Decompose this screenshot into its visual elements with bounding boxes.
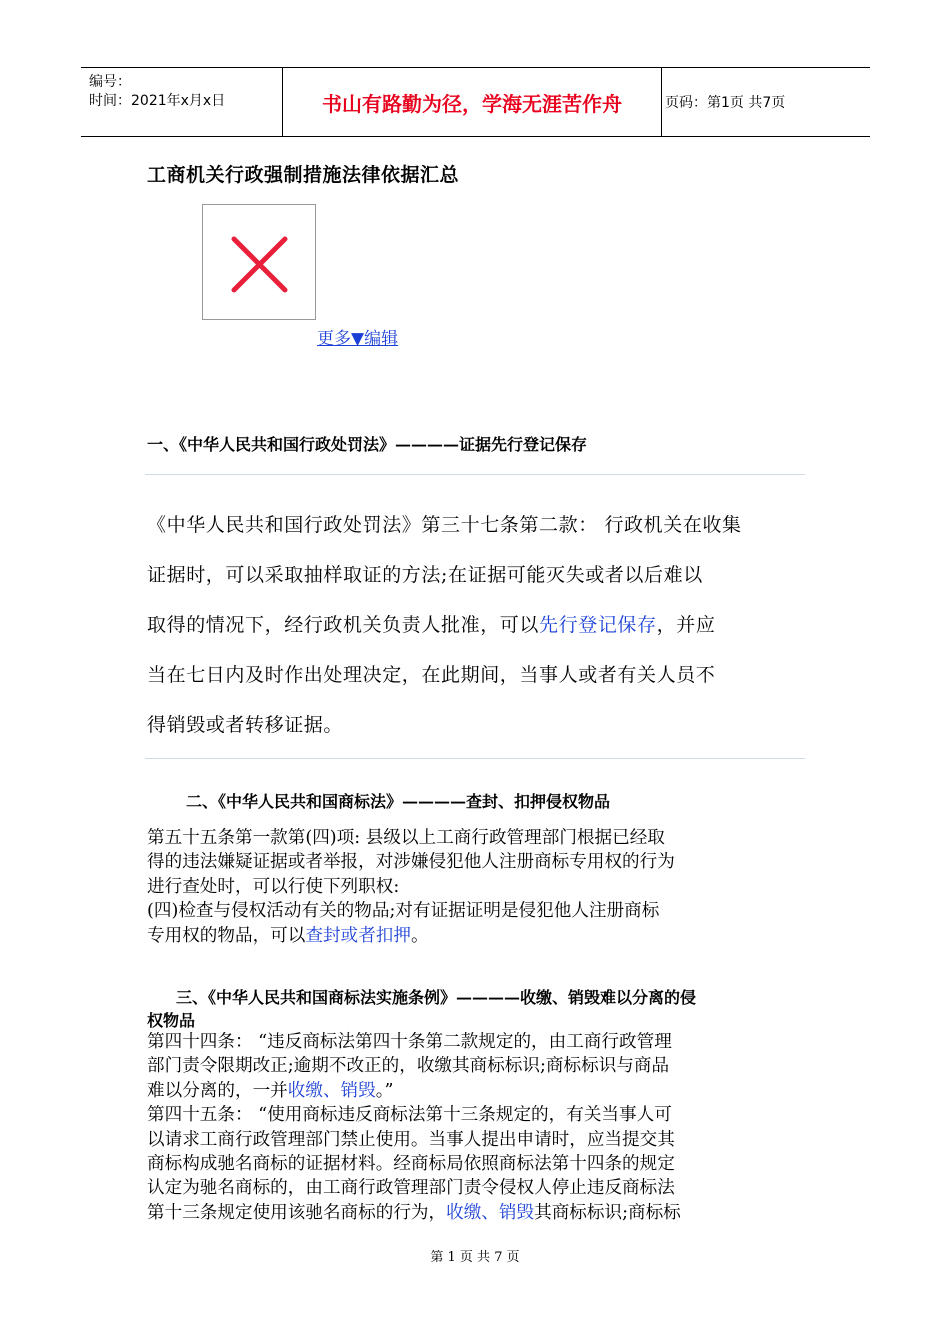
paragraph-line: 第四十五条： “使用商标违反商标法第十三条规定的，有关当事人可 — [147, 1105, 672, 1126]
paragraph-line: 第十三条规定使用该驰名商标的行为，收缴、销毁其商标标识;商标标 — [147, 1202, 681, 1223]
section-2-body — [147, 826, 812, 948]
broken-image — [202, 204, 316, 320]
highlight-link[interactable]: 收缴、销毁 — [287, 1080, 376, 1101]
highlight-link[interactable]: 收缴、销毁 — [446, 1202, 535, 1223]
section-3-heading: 三、《中华人民共和国商标法实施条例》————收缴、销毁难以分离的侵 — [176, 988, 697, 1007]
paragraph-line: 第四十四条： “违反商标法第四十条第二款规定的，由工商行政管理 — [147, 1032, 672, 1052]
edit-link[interactable]: 编辑 — [364, 329, 399, 349]
paragraph-line: 得的违法嫌疑证据或者举报，对涉嫌侵犯他人注册商标专用权的行为 — [147, 852, 675, 873]
paragraph-line: 第五十五条第一款第(四)项: 县级以上工商行政管理部门根据已经取 — [147, 828, 665, 848]
section-1-heading: 一、《中华人民共和国行政处罚法》————证据先行登记保存 — [147, 435, 588, 454]
section-3-heading-cont: 权物品 — [147, 1011, 196, 1030]
paragraph-line: (四)检查与侵权活动有关的物品;对有证据证明是侵犯他人注册商标 — [147, 901, 660, 922]
header-table — [81, 67, 870, 137]
page-title: 工商机关行政强制措施法律依据汇总 — [147, 164, 460, 186]
paragraph-line: 商标构成驰名商标的证据材料。经商标局依照商标法第十四条的规定 — [147, 1154, 675, 1175]
paragraph-line: 取得的情况下，经行政机关负责人批准，可以先行登记保存，并应 — [147, 614, 716, 636]
section-1-body — [147, 500, 797, 750]
more-link[interactable]: 更多▼ — [317, 329, 365, 349]
divider — [145, 758, 805, 759]
paragraph-line: 得销毁或者转移证据。 — [147, 714, 344, 736]
header-motto: 书山有路勤为径，学海无涯苦作舟 — [322, 91, 622, 116]
header-page-info: 页码：第1页 共7页 — [665, 95, 786, 111]
section-3-body — [147, 1030, 812, 1225]
paragraph-line: 以请求工商行政管理部门禁止使用。当事人提出申请时，应当提交其 — [147, 1129, 675, 1150]
paragraph-line: 进行查处时，可以行使下列职权: — [147, 876, 400, 897]
paragraph-line: 证据时，可以采取抽样取证的方法;在证据可能灭失或者以后难以 — [147, 564, 703, 586]
highlight-link[interactable]: 查封或者扣押 — [305, 925, 411, 946]
document-number-label: 编号： — [89, 74, 131, 90]
divider — [145, 474, 805, 475]
paragraph-line: 专用权的物品，可以查封或者扣押。 — [147, 925, 429, 946]
paragraph-line: 认定为驰名商标的，由工商行政管理部门责令侵权人停止违反商标法 — [147, 1178, 675, 1199]
document-time: 时间：2021年x月x日 — [89, 93, 226, 109]
broken-image-x-icon — [203, 205, 315, 319]
paragraph-line: 难以分离的，一并收缴、销毁。” — [147, 1080, 394, 1101]
paragraph-line: 部门责令限期改正;逾期不改正的，收缴其商标标识;商标标识与商品 — [147, 1056, 670, 1077]
paragraph-line: 当在七日内及时作出处理决定，在此期间，当事人或者有关人员不 — [147, 664, 716, 686]
highlight-link[interactable]: 先行登记保存 — [539, 614, 657, 636]
page-footer: 第 1 页 共 7 页 — [430, 1250, 520, 1265]
section-2-heading: 二、《中华人民共和国商标法》————查封、扣押侵权物品 — [186, 792, 611, 811]
paragraph-line: 《中华人民共和国行政处罚法》第三十七条第二款： 行政机关在收集 — [147, 514, 742, 536]
